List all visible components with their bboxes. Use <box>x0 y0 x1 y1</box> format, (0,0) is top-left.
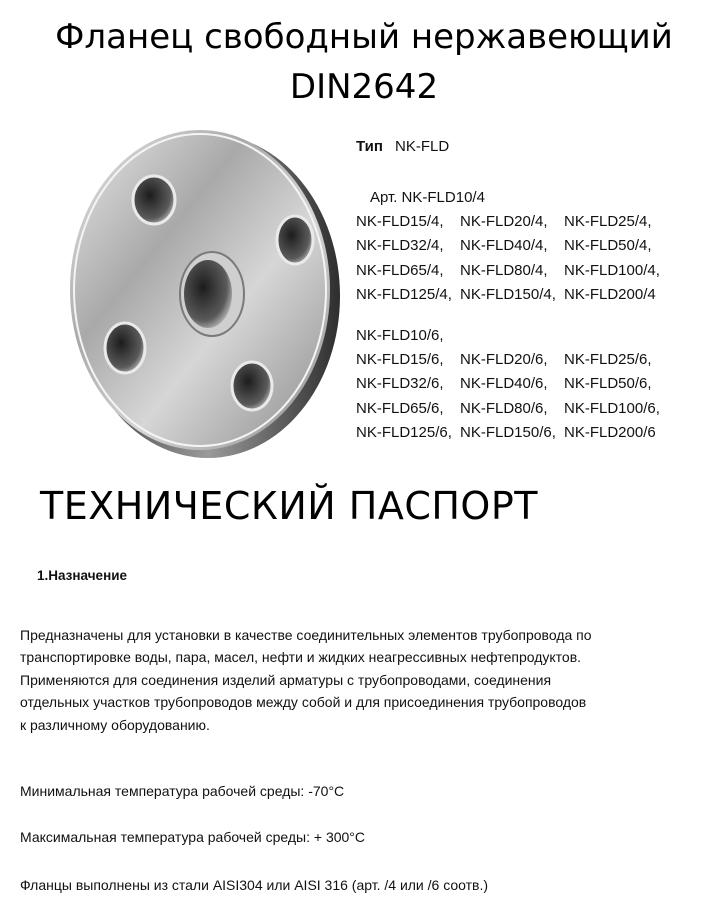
article-code: NK-FLD65/4, <box>356 261 444 279</box>
article-code: NK-FLD150/6, <box>460 423 556 441</box>
section-title-purpose: 1.Назначение <box>37 568 128 583</box>
article-code: NK-FLD15/4, <box>356 213 444 231</box>
article-code: NK-FLD40/4, <box>460 237 548 255</box>
article-code: NK-FLD15/6, <box>356 351 444 369</box>
article-code: NK-FLD80/4, <box>460 261 548 279</box>
center-bore <box>180 252 244 336</box>
article-code: NK-FLD20/4, <box>460 213 548 231</box>
article-row <box>356 210 660 234</box>
article-code: NK-FLD40/6, <box>460 375 548 393</box>
article-code: NK-FLD50/4, <box>564 237 652 255</box>
article-row <box>356 397 660 421</box>
document-title <box>0 12 728 112</box>
article-code: NK-FLD65/6, <box>356 399 444 417</box>
article-row <box>356 259 660 283</box>
material-note: Фланцы выполнены из стали AISI304 или AISI 316 (арт. /4 или /6 соотв.) <box>20 877 489 893</box>
article-row <box>356 348 660 372</box>
article-row <box>356 234 660 258</box>
articles-pn4 <box>356 186 660 307</box>
article-code: NK-FLD50/6, <box>564 375 652 393</box>
article-code: NK-FLD100/4, <box>564 261 660 279</box>
article-row <box>356 421 660 445</box>
type-value: NK-FLD <box>395 138 450 155</box>
article-code: NK-FLD20/6, <box>460 351 548 369</box>
articles-pn6 <box>356 324 660 445</box>
article-code: NK-FLD100/6, <box>564 399 660 417</box>
article-code: NK-FLD80/6, <box>460 399 548 417</box>
article-row <box>356 283 660 307</box>
article-row <box>356 372 660 396</box>
article-code: NK-FLD25/6, <box>564 351 652 369</box>
purpose-line: Предназначены для установки в качестве соединительных элементов трубопровода по <box>20 627 592 643</box>
article-first-pn6: NK-FLD10/6, <box>356 327 444 344</box>
article-code: NK-FLD125/6, <box>356 423 452 441</box>
title-line-2: DIN2642 <box>289 67 439 107</box>
article-code: NK-FLD200/6 <box>564 423 656 441</box>
article-code: NK-FLD32/4, <box>356 237 444 255</box>
min-temperature: Минимальная температура рабочей среды: -70°С <box>20 783 345 799</box>
flange-image <box>40 118 340 458</box>
purpose-line: Применяются для соединения изделий арматуры с трубопроводами, соединения <box>20 671 552 688</box>
article-code: NK-FLD150/4, <box>460 285 556 303</box>
purpose-paragraph <box>20 624 592 736</box>
type-line <box>356 138 449 155</box>
technical-passport-heading: ТЕХНИЧЕСКИЙ ПАСПОРТ <box>40 484 538 528</box>
purpose-line: отдельных участков трубопроводов между собой и для присоединения трубопроводов <box>20 694 587 711</box>
purpose-line: транспортировке воды, пара, масел, нефти и жидких неагрессивных нефтепродуктов. <box>20 649 582 666</box>
max-temperature: Максимальная температура рабочей среды: + 300°С <box>20 829 366 845</box>
article-first-pn4: Арт. NK-FLD10/4 <box>370 189 485 206</box>
type-label: Тип <box>356 138 383 155</box>
article-code: NK-FLD32/6, <box>356 375 444 393</box>
title-line-1: Фланец свободный нержавеющий <box>55 17 673 57</box>
article-code: NK-FLD125/4, <box>356 285 452 303</box>
article-code: NK-FLD200/4 <box>564 285 656 303</box>
article-code: NK-FLD25/4, <box>564 213 652 231</box>
purpose-line: к различному оборудованию. <box>20 716 210 733</box>
